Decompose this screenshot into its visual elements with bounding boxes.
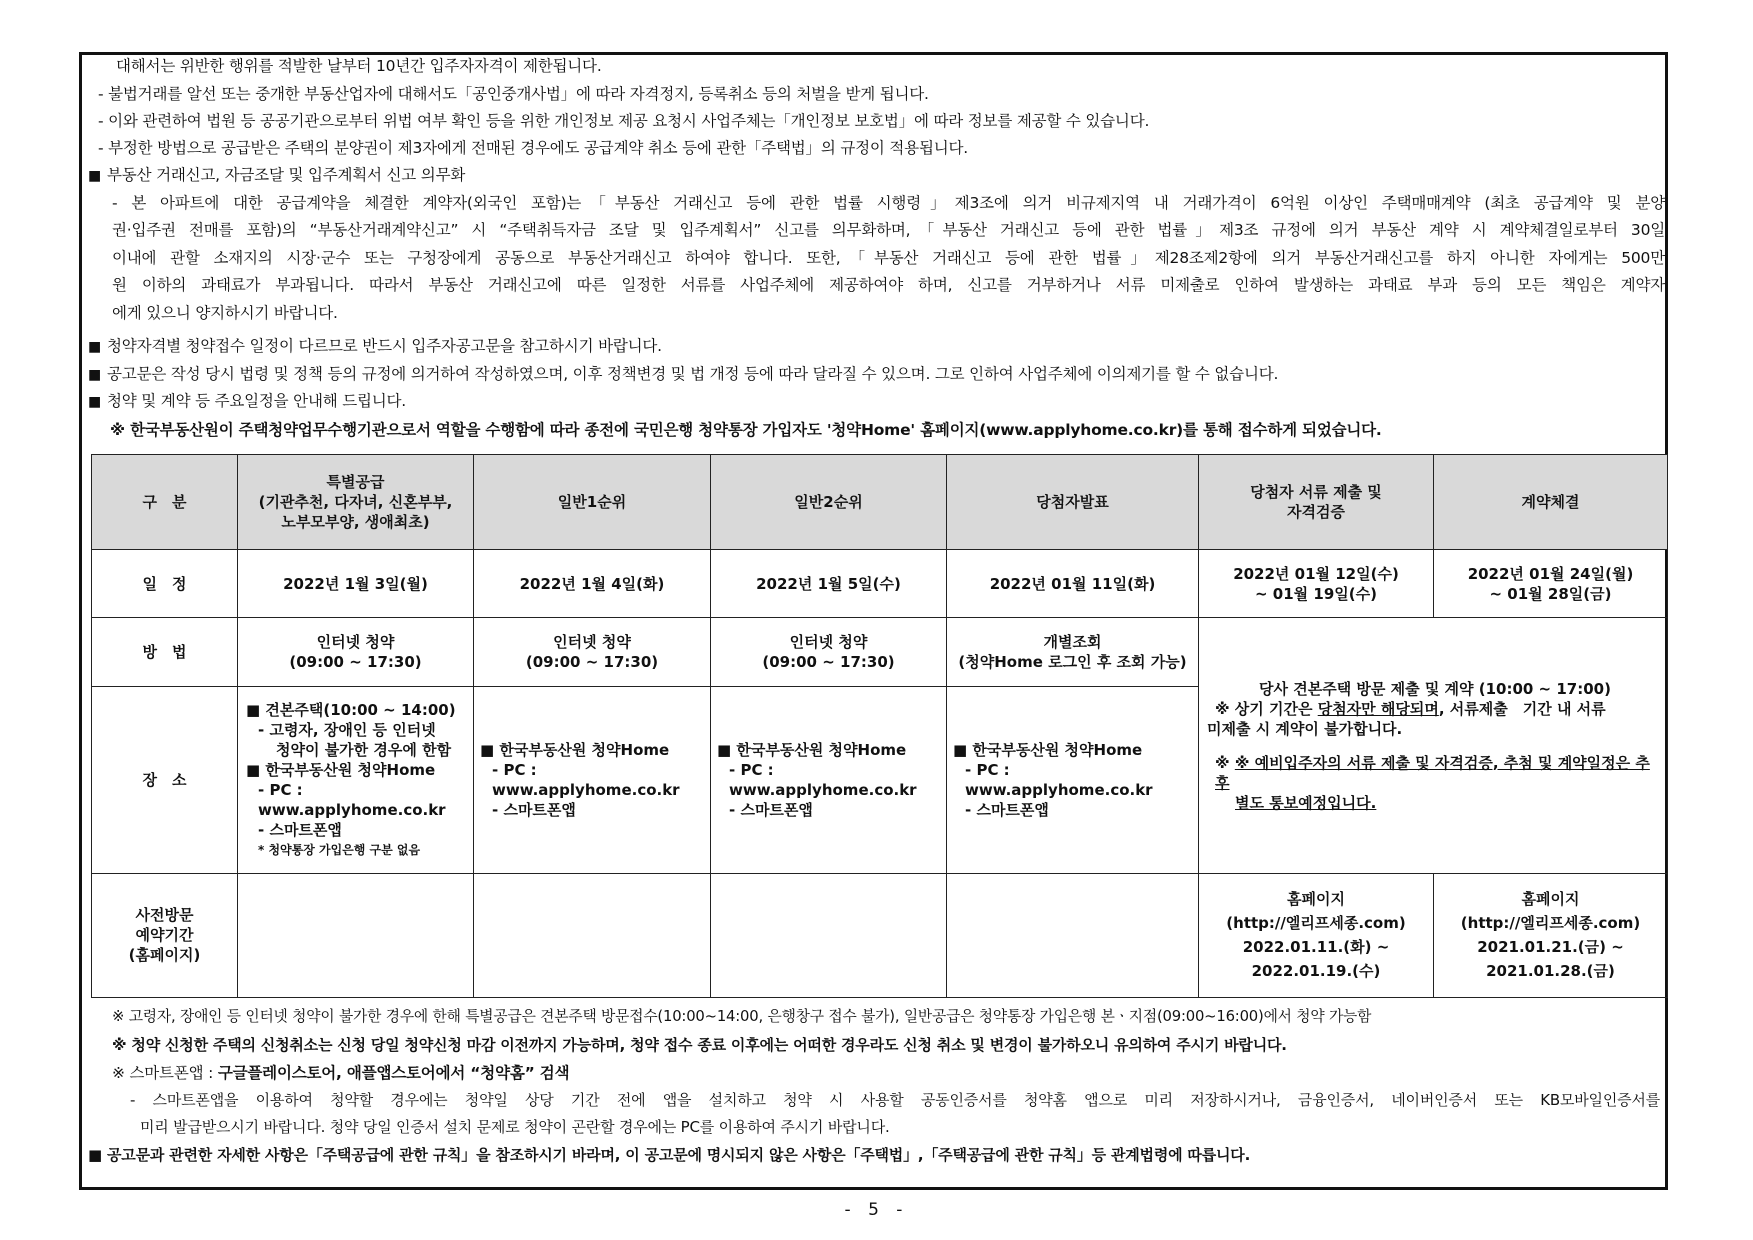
bullet-text: 청약자격별 청약접수 일정이 다르므로 반드시 입주자공고문을 참고하시기 바랍니다. (107, 337, 662, 355)
note-line: ※ 고령자, 장애인 등 인터넷 청약이 불가한 경우에 한해 특별공급은 견본주택 방문접수(10:00~14:00, 은행창구 접수 불가), 일반공급은 청약통장 가입은행 본ㆍ지점(09:00~16:00)에서 청약 가능함 (112, 1008, 1372, 1025)
table-cell: 2022년 01월 12일(수) ~ 01월 19일(수) (1199, 550, 1434, 618)
table-row (92, 550, 1668, 618)
table-cell: 인터넷 청약 (09:00 ~ 17:30) (474, 618, 711, 687)
table-cell: 인터넷 청약 (09:00 ~ 17:30) (238, 618, 474, 687)
table-cell (947, 873, 1199, 997)
note-line: ※ 스마트폰앱 : 구글플레이스토어, 애플앱스토어에서 “청약홈” 검색 (112, 1064, 570, 1082)
table-cell: 홈페이지 (http://엘리프세종.com) 2021.01.21.(금) ~ 2021.01.28.(금) (1434, 873, 1668, 997)
table-cell: 홈페이지 (http://엘리프세종.com) 2022.01.11.(화) ~ 2022.01.19.(수) (1199, 873, 1434, 997)
final-notice: ■ 공고문과 관련한 자세한 사항은「주택공급에 관한 규칙」을 참조하시기 바라며, 이 공고문에 명시되지 않은 사항은「주택법」,「주택공급에 관한 규칙」등 관계법령에 따릅니다. (88, 1146, 1251, 1164)
square-bullet-icon: ■ (88, 168, 102, 184)
table-cell (238, 873, 474, 997)
table-cell: ■ 견본주택(10:00 ~ 14:00) - 고령자, 장애인 등 인터넷 청약이 불가한 경우에 한함 ■ 한국부동산원 청약Home - PC : www.applyhome.co.kr - 스마트폰앱 * 청약통장 가입은행 구분 없음 (238, 687, 474, 873)
bullet-line (88, 336, 662, 357)
note-line: 대해서는 위반한 행위를 적발한 날부터 10년간 입주자자격이 제한됩니다. (116, 57, 602, 75)
note-line: - 이와 관련하여 법원 등 공공기관으로부터 위법 여부 확인 등을 위한 개인정보 제공 요청시 사업주체는「개인정보 보호법」에 따라 정보를 제공할 수 있습니다. (98, 112, 1150, 130)
square-bullet-icon: ■ (88, 367, 102, 383)
header-cell: 구 분 (92, 455, 238, 550)
header-cell: 당첨자 서류 제출 및 자격검증 (1199, 455, 1434, 550)
bullet-line (88, 364, 1278, 385)
table-cell: 개별조회 (청약Home 로그인 후 조회 가능) (947, 618, 1199, 687)
header-cell: 일반2순위 (711, 455, 947, 550)
note-line: 미리 발급받으시기 바랍니다. 청약 당일 인증서 설치 문제로 청약이 곤란할 경우에는 PC를 이용하여 주시기 바랍니다. (140, 1118, 890, 1136)
square-bullet-icon: ■ (88, 394, 102, 410)
header-cell: 계약체결 (1434, 455, 1668, 550)
bullet-line (88, 391, 406, 412)
table-cell (711, 873, 947, 997)
table-cell: 2022년 1월 5일(수) (711, 550, 947, 618)
para-line: 이내에 관할 소재지의 시장·군수 또는 구청장에게 공동으로 부동산거래신고 하여야 합니다. 또한,「부동산 거래신고 등에 관한 법률」제28조제2항에 의거 부동산거래신고를 하지 아니한 자에게는 500만 (112, 249, 1665, 267)
bullet-text: 공고문은 작성 당시 법령 및 정책 등의 규정에 의거하여 작성하였으며, 이후 정책변경 및 법 개정 등에 따라 달라질 수 있으며. 그로 인하여 사업주체에 이의제기를 할 수 없습니다. (107, 365, 1279, 383)
table-header-row (92, 455, 1668, 550)
table-cell: 2022년 01월 24일(월) ~ 01월 28일(금) (1434, 550, 1668, 618)
section-heading (88, 165, 465, 186)
section-heading-text: 부동산 거래신고, 자금조달 및 입주계획서 신고 의무화 (107, 166, 466, 184)
note-line: - 부정한 방법으로 공급받은 주택의 분양권이 제3자에게 전매된 경우에도 공급계약 취소 등에 관한「주택법」의 규정이 적용됩니다. (98, 139, 968, 157)
header-cell: 당첨자발표 (947, 455, 1199, 550)
schedule-table (91, 454, 1668, 998)
table-cell: ■ 한국부동산원 청약Home - PC : www.applyhome.co.kr - 스마트폰앱 (947, 687, 1199, 873)
row-label: 방 법 (92, 618, 238, 687)
table-row (92, 618, 1668, 687)
table-row (92, 873, 1668, 997)
table-cell: 2022년 1월 3일(월) (238, 550, 474, 618)
note-line: - 스마트폰앱을 이용하여 청약할 경우에는 청약일 상당 기간 전에 앱을 설치하고 청약 시 사용할 공동인증서를 청약홈 앱으로 미리 저장하시거나, 금융인증서, 네이버인증서 또는 KB모바일인증서를 (130, 1091, 1660, 1109)
note-line: - 불법거래를 알선 또는 중개한 부동산업자에 대해서도「공인중개사법」에 따라 자격정지, 등록취소 등의 처벌을 받게 됩니다. (98, 85, 929, 103)
para-line: - 본 아파트에 대한 공급계약을 체결한 계약자(외국인 포함)는「부동산 거래신고 등에 관한 법률 시행령」제3조에 의거 비규제지역 내 거래가격이 6억원 이상인 주택매매계약 (최초 공급계약 및 분양 (112, 194, 1665, 212)
bullet-text: 청약 및 계약 등 주요일정을 안내해 드립니다. (107, 392, 407, 410)
note-line: ※ 청약 신청한 주택의 신청취소는 신청 당일 청약신청 마감 이전까지 가능하며, 청약 접수 종료 이후에는 어떠한 경우라도 신청 취소 및 변경이 불가하오니 유의하여 주시기 바랍니다. (112, 1036, 1287, 1054)
row-label: 사전방문 예약기간 (홈페이지) (92, 873, 238, 997)
row-label: 장 소 (92, 687, 238, 873)
square-bullet-icon: ■ (88, 339, 102, 355)
merged-submission-cell: 당사 견본주택 방문 제출 및 계약 (10:00 ~ 17:00) ※ 상기 기간은 당첨자만 해당되며, 서류제출 기간 내 서류 미제출 시 계약이 불가합니다. ※ ※ 예비입주자의 서류 제출 및 자격검증, 추첨 및 계약일정은 추후 별도 통보예정입니다. (1199, 618, 1668, 873)
table-cell (474, 873, 711, 997)
table-cell: 인터넷 청약 (09:00 ~ 17:30) (711, 618, 947, 687)
table-cell: ■ 한국부동산원 청약Home - PC : www.applyhome.co.kr - 스마트폰앱 (711, 687, 947, 873)
header-cell: 일반1순위 (474, 455, 711, 550)
page-number: - 5 - (844, 1200, 909, 1220)
header-cell: 특별공급 (기관추천, 다자녀, 신혼부부, 노부모부양, 생애최초) (238, 455, 474, 550)
table-cell: 2022년 01월 11일(화) (947, 550, 1199, 618)
para-line: 원 이하의 과태료가 부과됩니다. 따라서 부동산 거래신고에 따른 일정한 서류를 사업주체에 제공하여야 하며, 신고를 거부하거나 서류 미제출로 인하여 발생하는 과태료 부과 등의 모든 책임은 계약자 (112, 276, 1665, 294)
notice-bold: ※ 한국부동산원이 주택청약업무수행기관으로서 역할을 수행함에 따라 종전에 국민은행 청약통장 가입자도 '청약Home' 홈페이지(www.applyhome.co.kr)를 통해 접수하게 되었습니다. (110, 421, 1382, 439)
para-line: 에게 있으니 양지하시기 바랍니다. (112, 304, 338, 322)
table-cell: ■ 한국부동산원 청약Home - PC : www.applyhome.co.kr - 스마트폰앱 (474, 687, 711, 873)
row-label: 일 정 (92, 550, 238, 618)
table-cell: 2022년 1월 4일(화) (474, 550, 711, 618)
para-line: 권·입주권 전매를 포함)의 “부동산거래계약신고” 시 “주택취득자금 조달 및 입주계획서” 신고를 의무화하며,「부동산 거래신고 등에 관한 법률」제3조 규정에 의거 부동산 계약 시 계약체결일로부터 30일 (112, 221, 1665, 239)
